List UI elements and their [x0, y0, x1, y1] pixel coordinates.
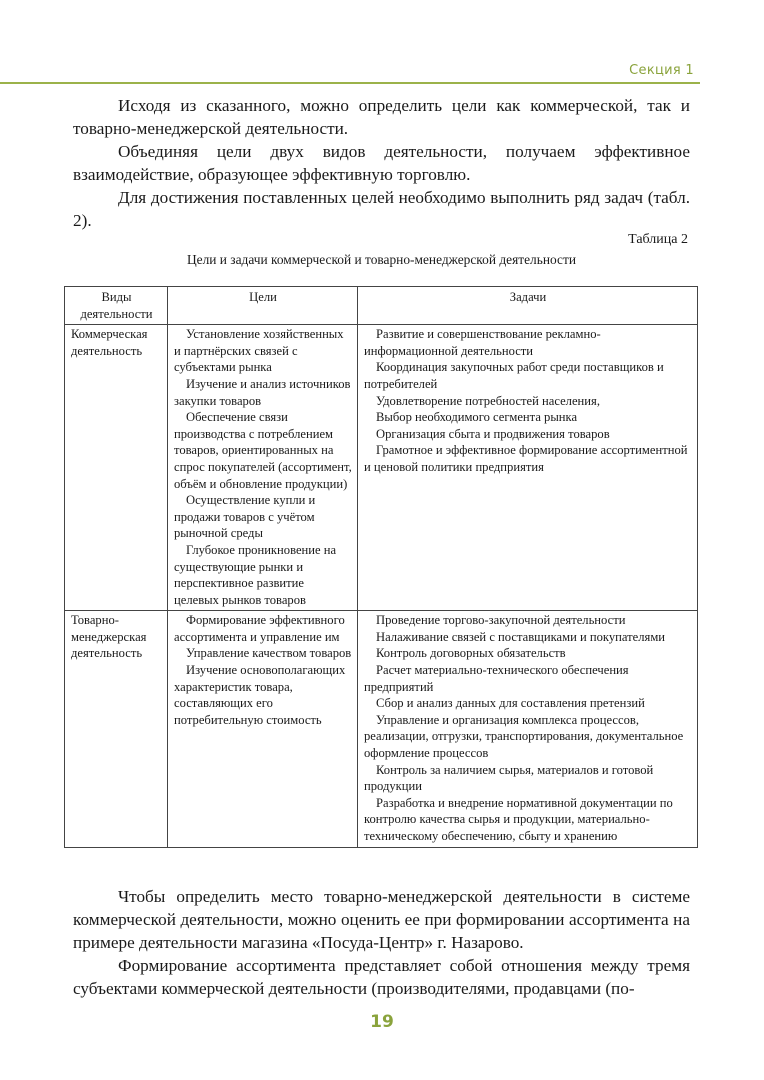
task-item: Выбор необходимого сегмента рынка [376, 410, 578, 425]
goal-item: Управление качеством товаров [186, 646, 352, 661]
page-number: 19 [370, 1012, 394, 1032]
task-item: Контроль договорных обязательств [376, 646, 566, 661]
task-item: Проведение торгово-закупочной деятельности [376, 613, 626, 628]
task-item: Координация закупочных работ среди поставщиков и потребителей [364, 360, 664, 391]
goal-item: Установление хозяйственных и партнёрских связей с субъектами рынка [174, 327, 344, 375]
goal-item: Изучение основополагающих характеристик товара, составляющих его потребительную стоимость [174, 663, 346, 727]
task-item: Разработка и внедрение нормативной документации по контролю качества сырья и продукции, материально-техническому обеспечению, сбыту и хранению [364, 795, 673, 843]
task-item: Организация сбыта и продвижения товаров [376, 426, 610, 441]
section-label: Секция 1 [629, 63, 694, 78]
header-tasks: Задачи [358, 287, 698, 325]
tasks-cell [358, 611, 698, 847]
paragraph: Исходя из сказанного, можно определить цели как коммерческой, так и товарно-менеджерской деятельности. [73, 96, 690, 138]
goal-item: Изучение и анализ источников закупки товаров [174, 376, 351, 408]
intro-text [73, 94, 690, 232]
goals-cell [168, 611, 358, 847]
closing-text [73, 885, 690, 1000]
paragraph: Объединяя цели двух видов деятельности, получаем эффективное взаимодействие, образующее эффективную торговлю. [73, 142, 690, 184]
task-item: Сбор и анализ данных для составления претензий [376, 696, 645, 711]
paragraph: Формирование ассортимента представляет собой отношения между тремя субъектами коммерческой деятельности (производителями, продавцами (по- [73, 956, 690, 998]
task-item: Развитие и совершенствование рекламно-информационной деятельности [364, 327, 601, 358]
paragraph: Для достижения поставленных целей необходимо выполнить ряд задач (табл. 2). [73, 188, 690, 230]
task-item: Контроль за наличием сырья, материалов и готовой продукции [364, 762, 654, 794]
goal-item: Глубокое проникновение на существующие рынки и перспективное развитие целевых рынков товаров [174, 542, 337, 607]
goal-item: Осуществление купли и продажи товаров с учётом рыночной среды [174, 493, 316, 541]
header-activity-type: Виды деятельности [65, 287, 168, 325]
table-row [65, 325, 698, 611]
table-title: Цели и задачи коммерческой и товарно-менеджерской деятельности [186, 252, 577, 267]
task-item: Удовлетворение потребностей населения, [376, 393, 600, 408]
task-item: Грамотное и эффективное формирование ассортиментной и ценовой политики предприятия [364, 443, 688, 474]
header-rule [0, 82, 700, 84]
goals-cell [168, 325, 358, 611]
table-row [65, 611, 698, 847]
table-number: Таблица 2 [628, 232, 688, 247]
paragraph: Чтобы определить место товарно-менеджерской деятельности в системе коммерческой деятельности, можно оценить ее при формировании ассортимента на примере деятельности магазина «Посуда-Центр» г. Назарово. [73, 887, 690, 952]
header-goals: Цели [168, 287, 358, 325]
goals-tasks-table [64, 286, 698, 848]
task-item: Управление и организация комплекса процессов, реализации, отгрузки, транспортирования, документальное оформление процессов [364, 712, 684, 761]
task-item: Налаживание связей с поставщиками и покупателями [376, 629, 666, 644]
activity-type-cell: Коммерческая деятельность [65, 325, 168, 611]
activity-type-cell: Товарно-менеджерская деятельность [65, 611, 168, 847]
tasks-cell [358, 325, 698, 611]
goal-item: Формирование эффективного ассортимента и управление им [174, 613, 345, 644]
task-item: Расчет материально-технического обеспечения предприятий [364, 663, 629, 694]
table-header-row [65, 287, 698, 325]
goal-item: Обеспечение связи производства с потреблением товаров, ориентированных на спрос покупателей (ассортимент, объём и обновление продукции) [174, 410, 352, 491]
